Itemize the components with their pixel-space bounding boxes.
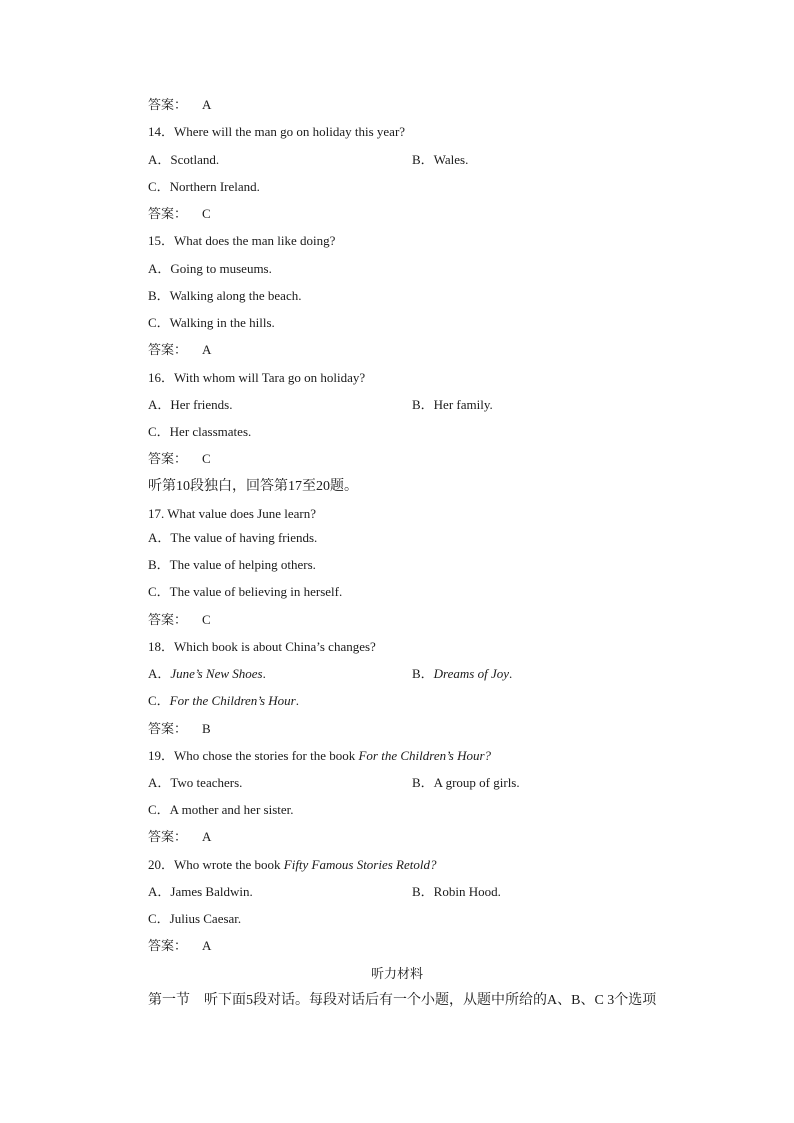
option-prefix: B．: [412, 666, 434, 681]
answer-value: C: [202, 206, 211, 221]
answer-label: 答案：: [148, 342, 188, 357]
question-16: 16．With whom will Tara go on holiday?: [148, 370, 366, 385]
answer-label: 答案：: [148, 829, 188, 844]
option-prefix: A．: [148, 666, 171, 681]
option-19-a: A．Two teachers.: [148, 775, 243, 790]
answer-value: C: [202, 612, 211, 627]
answer-label: 答案：: [148, 938, 188, 953]
question-18: 18．Which book is about China’s changes?: [148, 639, 376, 654]
option-15-b: B．Walking along the beach.: [148, 288, 302, 303]
option-17-a: A．The value of having friends.: [148, 530, 318, 545]
question-text: 19．Who chose the stories for the book: [148, 748, 359, 763]
question-text: 20．Who wrote the book: [148, 857, 284, 872]
answer-line-13: [148, 97, 211, 113]
answer-label: 答案：: [148, 612, 188, 627]
option-19-b: B．A group of girls.: [412, 775, 520, 790]
option-18-a: A．June’s New Shoes.: [148, 666, 266, 681]
question-17: 17. What value does June learn?: [148, 506, 316, 521]
option-18-b: B．Dreams of Joy.: [412, 666, 513, 681]
answer-label: 答案：: [148, 721, 188, 736]
question-15: 15．What does the man like doing?: [148, 233, 336, 248]
answer-value: A: [202, 342, 212, 357]
option-17-b: B．The value of helping others.: [148, 557, 316, 572]
option-16-b: B．Her family.: [412, 397, 493, 412]
book-title: For the Children’s Hour?: [358, 748, 492, 763]
transcript-heading: 听力材料: [370, 966, 423, 981]
answer-label: 答案：: [148, 206, 188, 221]
question-19: [148, 748, 491, 764]
question-20: [148, 857, 437, 873]
question-14: 14．Where will the man go on holiday this year?: [148, 124, 406, 139]
answer-line-16: [148, 451, 211, 467]
option-20-b: B．Robin Hood.: [412, 884, 501, 899]
option-14-c: C．Northern Ireland.: [148, 179, 260, 194]
option-14-b: B．Wales.: [412, 152, 469, 167]
option-16-a: A．Her friends.: [148, 397, 233, 412]
answer-line-18: [148, 721, 211, 737]
book-title: June’s New Shoes: [170, 666, 263, 681]
section-10-intro: 听第10段独白，回答第17至20题。: [148, 479, 358, 494]
answer-line-15: [148, 342, 211, 358]
answer-line-17: [148, 612, 211, 628]
answer-value: B: [202, 721, 211, 736]
answer-line-19: [148, 829, 211, 845]
option-14-a: A．Scotland.: [148, 152, 220, 167]
option-15-c: C．Walking in the hills.: [148, 315, 275, 330]
answer-value: C: [202, 451, 211, 466]
book-title: Fifty Famous Stories Retold?: [283, 857, 437, 872]
option-prefix: C．: [148, 693, 170, 708]
book-title: Dreams of Joy: [433, 666, 510, 681]
option-20-c: C．Julius Caesar.: [148, 911, 242, 926]
answer-value: A: [202, 97, 212, 112]
book-title: For the Children’s Hour: [169, 693, 296, 708]
answer-value: A: [202, 938, 212, 953]
option-18-c: C．For the Children’s Hour.: [148, 693, 299, 708]
answer-label: 答案：: [148, 451, 188, 466]
option-15-a: A．Going to museums.: [148, 261, 272, 276]
option-19-c: C．A mother and her sister.: [148, 802, 294, 817]
answer-value: A: [202, 829, 212, 844]
option-20-a: A．James Baldwin.: [148, 884, 253, 899]
section-1-intro: 第一节 听下面5段对话。每段对话后有一个小题，从题中所给的A、B、C 3个选项: [148, 993, 657, 1008]
answer-label: 答案：: [148, 97, 188, 112]
option-17-c: C．The value of believing in herself.: [148, 584, 343, 599]
answer-line-14: [148, 206, 211, 222]
answer-line-20: [148, 938, 211, 954]
option-16-c: C．Her classmates.: [148, 424, 252, 439]
